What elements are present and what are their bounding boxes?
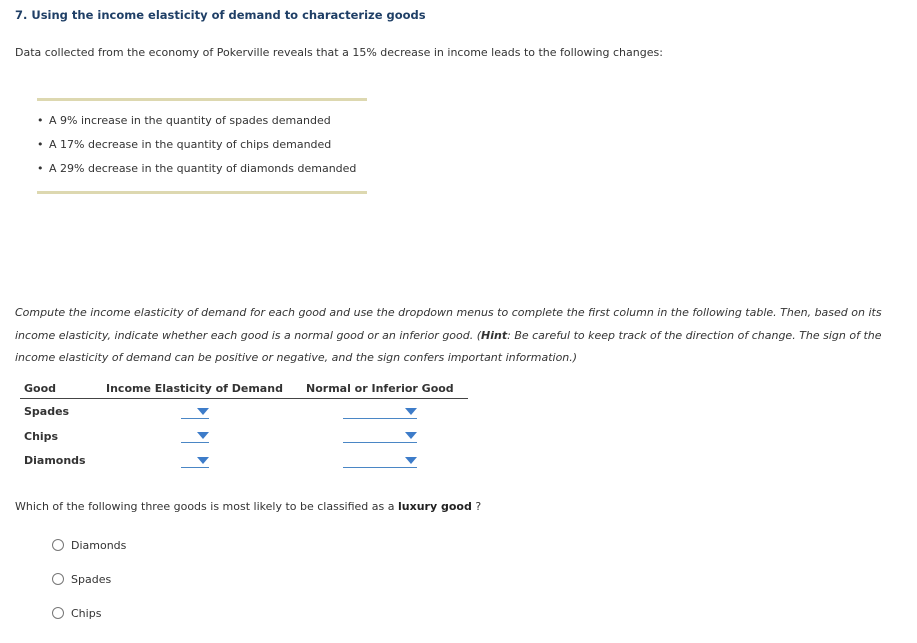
diamonds-elasticity-dropdown[interactable] xyxy=(181,453,209,468)
bullet-icon: • xyxy=(37,114,44,127)
dropdown-arrow-icon xyxy=(405,457,417,464)
bullet-icon: • xyxy=(37,138,44,151)
option-diamonds[interactable]: Diamonds xyxy=(52,539,126,552)
option-spades[interactable]: Spades xyxy=(52,573,111,586)
dropdown-arrow-icon xyxy=(197,432,209,439)
diamonds-type-dropdown[interactable] xyxy=(343,453,417,468)
row-label-chips: Chips xyxy=(24,430,59,443)
chips-elasticity-dropdown[interactable] xyxy=(181,428,209,443)
instructions-text: Compute the income elasticity of demand for each good and use the dropdown menus to complete the first column in the following table. Then, based on its income elasticity, indicate whether each good is a normal good or an inferior good. (Hint: Be careful to keep track of the direction of change. The sign of the income elasticity of demand can be positive or negative, and the sign confers important information.) xyxy=(15,306,882,364)
header-normal-inferior: Normal or Inferior Good xyxy=(306,382,454,395)
intro-text: Data collected from the economy of Pokerville reveals that a 15% decrease in income leads to the following changes: xyxy=(15,46,663,59)
option-chips[interactable]: Chips xyxy=(52,607,101,620)
row-label-diamonds: Diamonds xyxy=(24,454,86,467)
table-header-divider xyxy=(20,398,468,399)
header-income-elasticity: Income Elasticity of Demand xyxy=(106,382,283,395)
dropdown-arrow-icon xyxy=(197,457,209,464)
list-item: • A 29% decrease in the quantity of diamonds demanded xyxy=(37,162,357,175)
dropdown-arrow-icon xyxy=(405,432,417,439)
list-item: • A 17% decrease in the quantity of chips demanded xyxy=(37,138,332,151)
header-good: Good xyxy=(24,382,57,395)
chips-type-dropdown[interactable] xyxy=(343,428,417,443)
spades-type-dropdown[interactable] xyxy=(343,404,417,419)
bullet-icon: • xyxy=(37,162,44,175)
luxury-good-term: luxury good xyxy=(398,500,472,513)
luxury-question: Which of the following three goods is most likely to be classified as a luxury good ? xyxy=(15,500,482,513)
list-item: • A 9% increase in the quantity of spades demanded xyxy=(37,114,331,127)
radio-button[interactable] xyxy=(52,573,64,585)
radio-button[interactable] xyxy=(52,607,64,619)
radio-button[interactable] xyxy=(52,539,64,551)
question-title: 7. Using the income elasticity of demand to characterize goods xyxy=(15,8,426,22)
dropdown-arrow-icon xyxy=(197,408,209,415)
row-label-spades: Spades xyxy=(24,405,70,418)
changes-box xyxy=(37,98,367,194)
spades-elasticity-dropdown[interactable] xyxy=(181,404,209,419)
dropdown-arrow-icon xyxy=(405,408,417,415)
hint-label: Hint xyxy=(481,328,508,342)
